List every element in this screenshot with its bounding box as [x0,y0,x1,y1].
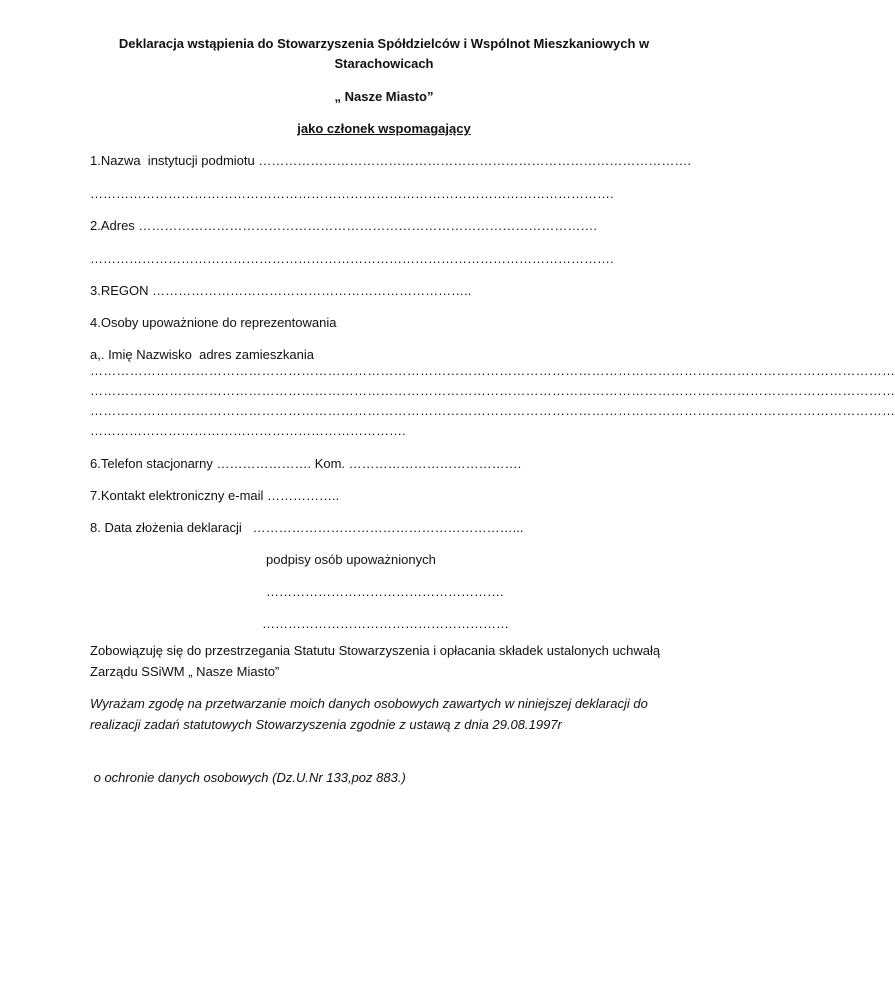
representative-line-4[interactable]: ………………………………………………………………. [90,423,406,438]
document-subtitle: jako członek wspomagający [297,121,471,136]
consent-statement-continuation: o ochronie danych osobowych (Dz.U.Nr 133,poz 883.) [90,770,406,785]
field-representative-a-label: a,. Imię Nazwisko adres zamieszkania [90,347,314,362]
field-address-continuation[interactable]: …………………………………………………………………………………………………………. [90,251,614,266]
field-institution-name[interactable]: 1.Nazwa instytucji podmiotu ………………………………………………………………………………………. [90,153,691,168]
signatures-label: podpisy osób upoważnionych [266,552,436,567]
field-institution-name-continuation[interactable]: …………………………………………………………………………………………………………. [90,186,614,201]
document-title-line1: Deklaracja wstąpienia do Stowarzyszenia Spółdzielców i Wspólnot Mieszkaniowych w [118,36,650,51]
association-name: „ Nasze Miasto” [334,89,434,104]
field-phone[interactable]: 6.Telefon stacjonarny …………………. Kom. …………………………………. [90,456,522,471]
signature-line-2[interactable]: ………………………………………………… [262,616,509,631]
field-representatives-heading: 4.Osoby upoważnione do reprezentowania [90,315,337,330]
consent-statement: Wyrażam zgodę na przetwarzanie moich danych osobowych zawartych w niniejszej deklaracji do realizacji zadań statutowych Stowarzyszenia zgodnie z ustawą z dnia 29.08.1997r [90,696,648,732]
field-regon[interactable]: 3.REGON ……………………………………………………………….. [90,283,472,298]
document-title-line2: Starachowicach [334,56,434,71]
representative-line-2[interactable]: ………………………………………………………………………………………………………………………………………………………………… [90,383,895,398]
signature-line-1[interactable]: ………………………………………………. [266,584,504,599]
representative-line-1[interactable]: ………………………………………………………………………………………………………………………………………………………………… [90,363,895,378]
representative-line-3[interactable]: ………………………………………………………………………………………………………………………………………………………………… [90,403,895,418]
field-address[interactable]: 2.Adres ……………………………………………………………………………………………. [90,218,598,233]
field-email[interactable]: 7.Kontakt elektroniczny e-mail …………….. [90,488,340,503]
obligation-statement: Zobowiązuję się do przestrzegania Statutu Stowarzyszenia i opłacania składek ustalonych uchwałą Zarządu SSiWM „ Nasze Miasto” [90,643,661,679]
field-declaration-date[interactable]: 8. Data złożenia deklaracji ……………………………………………………... [90,520,524,535]
